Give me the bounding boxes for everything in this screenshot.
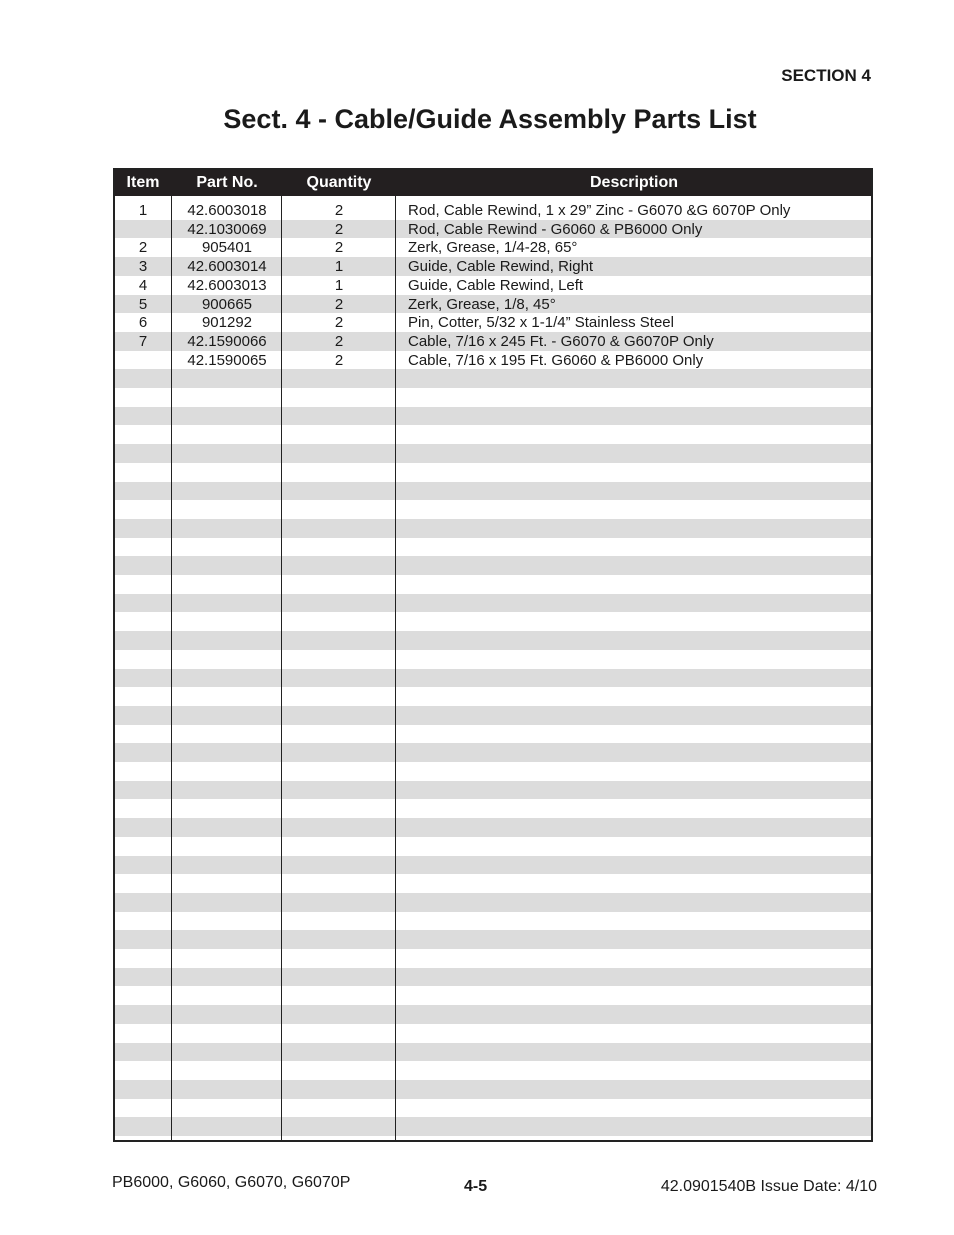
- cell-part-no: 42.6003014: [187, 258, 267, 276]
- table-row: [115, 313, 871, 332]
- row-stripe: [115, 482, 871, 501]
- row-stripe: [115, 1117, 871, 1136]
- cell-item: 3: [138, 258, 148, 276]
- cell-description: Cable, 7/16 x 195 Ft. G6060 & PB6000 Only: [408, 351, 704, 369]
- cell-description: Rod, Cable Rewind - G6060 & PB6000 Only: [408, 220, 703, 238]
- table-row: [115, 238, 871, 257]
- table-row: [115, 332, 871, 351]
- column-header-part-no: Part No.: [196, 174, 258, 191]
- row-stripe: [115, 631, 871, 650]
- row-stripe: [115, 856, 871, 875]
- row-stripe: [115, 1080, 871, 1099]
- cell-item: 1: [138, 202, 148, 219]
- table-row: [115, 257, 871, 276]
- row-stripe: [115, 930, 871, 949]
- table-body: [115, 196, 871, 1140]
- cell-part-no: 901292: [201, 314, 253, 332]
- footer-doc-info: 42.0901540B Issue Date: 4/10: [660, 1178, 877, 1195]
- column-divider: [281, 196, 282, 1140]
- cell-item: 6: [138, 314, 148, 332]
- table-row: [115, 220, 871, 239]
- cell-part-no: 42.6003018: [187, 202, 267, 219]
- row-stripe: [115, 893, 871, 912]
- cell-description: Cable, 7/16 x 245 Ft. - G6070 & G6070P Only: [408, 332, 714, 350]
- table-row: [115, 295, 871, 314]
- cell-quantity: 1: [334, 276, 344, 294]
- row-stripe: [115, 706, 871, 725]
- parts-table: [113, 168, 873, 1142]
- row-stripe: [115, 407, 871, 426]
- cell-description: Zerk, Grease, 1/4-28, 65°: [408, 239, 578, 257]
- cell-quantity: 2: [334, 202, 344, 219]
- row-stripe: [115, 556, 871, 575]
- row-stripe: [115, 669, 871, 688]
- cell-item: 7: [138, 332, 148, 350]
- cell-quantity: 2: [334, 314, 344, 332]
- row-stripe: [115, 444, 871, 463]
- column-header-item: Item: [126, 174, 160, 191]
- cell-description: Zerk, Grease, 1/8, 45°: [408, 295, 556, 313]
- cell-item: 5: [138, 295, 148, 313]
- section-label: SECTION 4: [781, 66, 871, 85]
- cell-quantity: 2: [334, 351, 344, 369]
- cell-part-no: 42.1590066: [187, 332, 267, 350]
- cell-quantity: 1: [334, 258, 344, 276]
- cell-description: Guide, Cable Rewind, Right: [408, 258, 594, 276]
- cell-quantity: 2: [334, 332, 344, 350]
- row-stripe: [115, 743, 871, 762]
- cell-part-no: 42.6003013: [187, 276, 267, 294]
- row-stripe: [115, 369, 871, 388]
- table-row: [115, 201, 871, 220]
- cell-quantity: 2: [334, 239, 344, 257]
- column-divider: [171, 196, 172, 1140]
- table-row: [115, 276, 871, 295]
- row-stripe: [115, 781, 871, 800]
- cell-part-no: 900665: [201, 295, 253, 313]
- cell-quantity: 2: [334, 295, 344, 313]
- cell-item: 2: [138, 239, 148, 257]
- page-title: Sect. 4 - Cable/Guide Assembly Parts List: [223, 104, 757, 134]
- column-divider: [395, 196, 396, 1140]
- row-stripe: [115, 594, 871, 613]
- cell-description: Rod, Cable Rewind, 1 x 29” Zinc - G6070 &G 6070P Only: [408, 202, 791, 219]
- row-stripe: [115, 968, 871, 987]
- column-header-description: Description: [589, 174, 678, 191]
- row-stripe: [115, 519, 871, 538]
- cell-part-no: 42.1590065: [187, 351, 267, 369]
- row-stripe: [115, 1005, 871, 1024]
- column-header-quantity: Quantity: [306, 174, 372, 191]
- cell-description: Guide, Cable Rewind, Left: [408, 276, 584, 294]
- row-stripe: [115, 1043, 871, 1062]
- table-header: [115, 170, 871, 196]
- cell-description: Pin, Cotter, 5/32 x 1-1/4” Stainless Steel: [408, 314, 674, 332]
- row-stripe: [115, 818, 871, 837]
- cell-item: 4: [138, 276, 148, 294]
- cell-quantity: 2: [334, 220, 344, 238]
- cell-part-no: 905401: [201, 239, 253, 257]
- footer-models: PB6000, G6060, G6070, G6070P: [112, 1174, 351, 1191]
- footer-page-number: 4-5: [464, 1178, 488, 1195]
- table-row: [115, 351, 871, 370]
- cell-part-no: 42.1030069: [187, 220, 267, 238]
